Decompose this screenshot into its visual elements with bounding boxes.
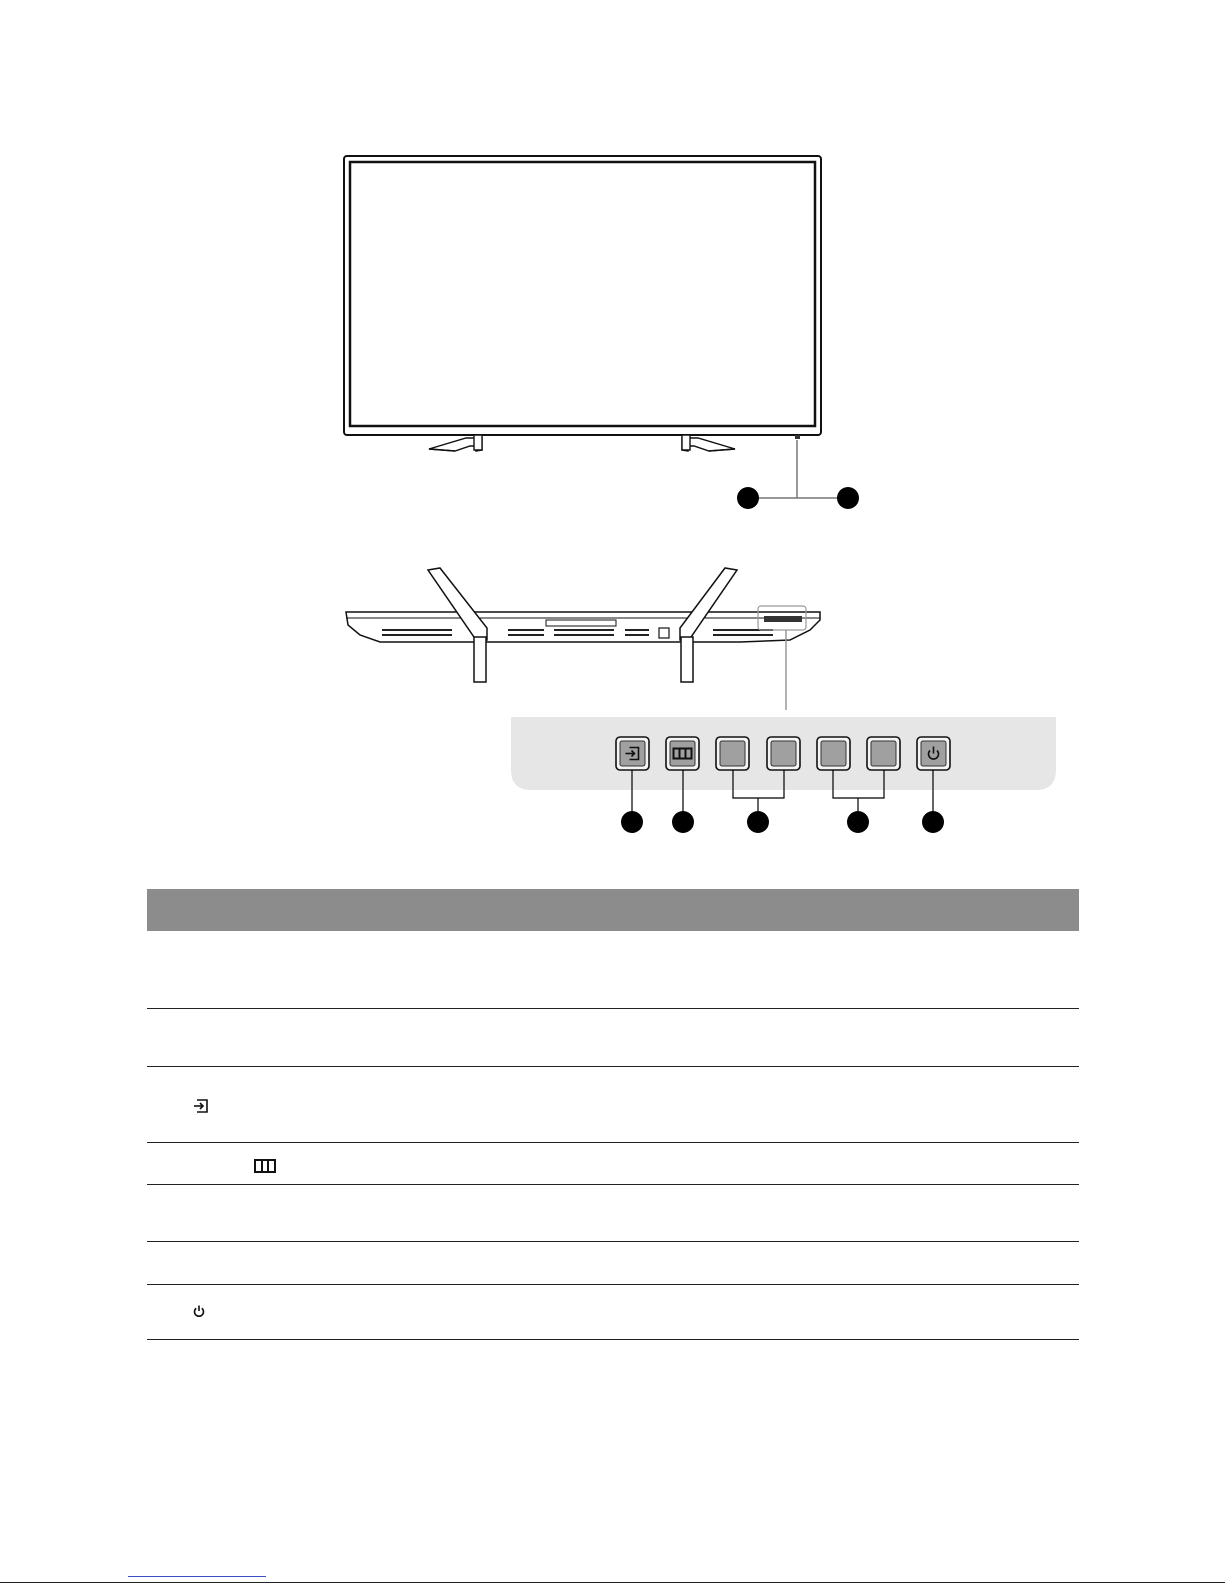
panel-button-6 [867, 737, 900, 770]
panel-callout-marker-1 [621, 811, 643, 833]
table-row [147, 1185, 1079, 1242]
panel-button-1 [616, 737, 649, 770]
panel-callout-marker-4 [847, 811, 869, 833]
tv-front-view [0, 0, 1225, 520]
power-icon [193, 1305, 205, 1318]
callout-marker-2 [837, 487, 859, 509]
control-panel-closeup [0, 700, 1225, 840]
tv-screen [350, 162, 815, 426]
footer-rule [0, 1582, 1225, 1583]
table-row [147, 1242, 1079, 1285]
table-row [147, 1067, 1079, 1143]
front-callout-lines [748, 440, 848, 498]
panel-button-5 [817, 737, 850, 770]
table-header [147, 889, 1079, 931]
table-row [147, 1009, 1079, 1067]
menu-icon [254, 1159, 276, 1173]
table-row [147, 931, 1079, 1009]
panel-button-3 [716, 737, 749, 770]
footer-link-underline [128, 1576, 266, 1577]
table-row [147, 1143, 1079, 1185]
panel-button-4 [767, 737, 800, 770]
input-source-icon [193, 1099, 209, 1113]
panel-button-7 [917, 737, 950, 770]
callout-marker-1 [737, 487, 759, 509]
table-row [147, 1285, 1079, 1340]
left-stand-foot [429, 435, 482, 451]
tv-bottom-view [0, 540, 1225, 710]
ir-sensor [795, 435, 800, 439]
right-stand-foot [682, 435, 735, 451]
panel-callout-marker-2 [672, 811, 694, 833]
panel-button-2 [666, 737, 699, 770]
tv-bottom-body [346, 612, 820, 642]
panel-callout-marker-3 [747, 811, 769, 833]
panel-callout-marker-5 [922, 811, 944, 833]
